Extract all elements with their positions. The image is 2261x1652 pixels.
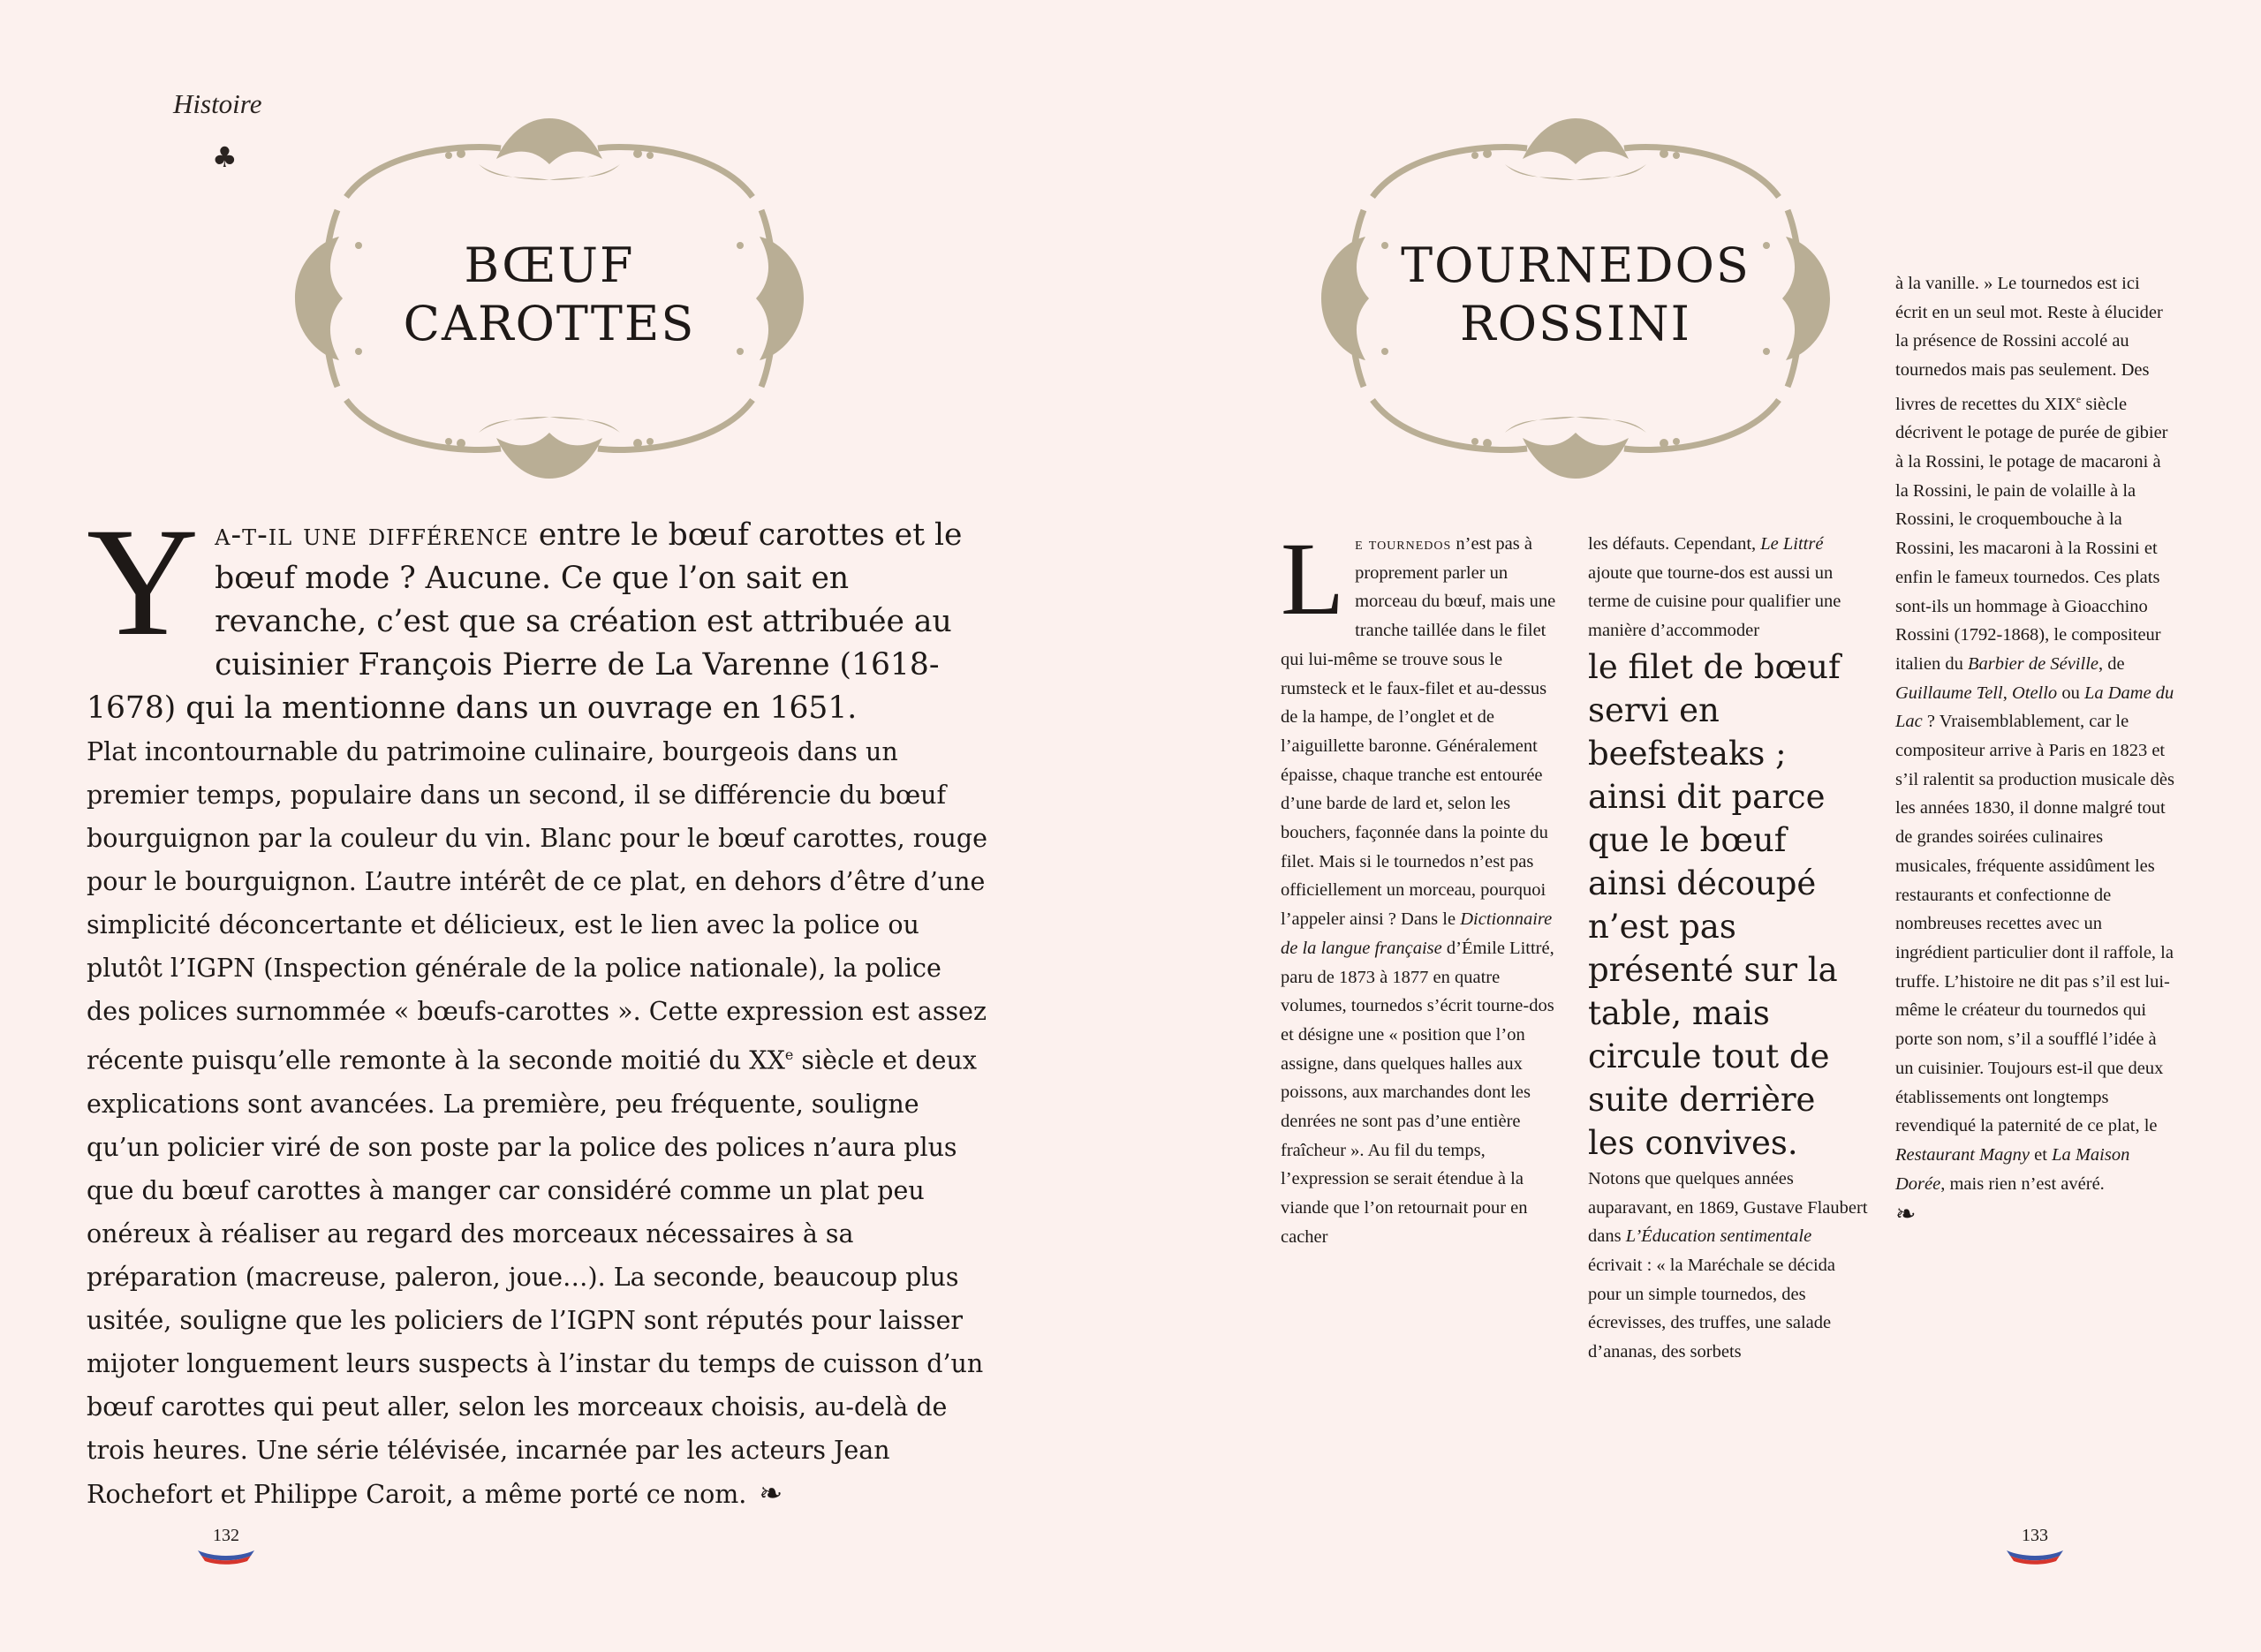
- body-text-b: siècle et deux explications sont avancées. La première, peu fréquente, souligne qu’un policier viré de son poste par la police des polices n’aura plus que du bœuf carottes à manger car considéré comme un plat peu onéreux à réaliser au regard des morceaux nécessaires à sa préparation (macreuse, paleron, joue…). La seconde, beaucoup plus usitée, souligne que les policiers de l’IGPN sont réputés pour laisser mijoter longuement leurs suspects à l’instar du temps de cuisson d’un bœuf carottes qui peut aller, selon les morceaux choisis, au-delà de trois heures. Une série télévisée, incarnée par les acteurs Jean Rochefort et Philippe Caroit, a même porté ce nom.: [87, 1045, 984, 1509]
- century-numeral: XX: [749, 1045, 785, 1075]
- col3-text-g: et: [2030, 1144, 2053, 1165]
- col1-text-b: d’Émile Littré, paru de 1873 à 1877 en quatre volumes, tournedos s’écrit tourne-dos et désigne une « position que l’on assigne, dans quelques halles aux poissons, aux marchandes dont les denrées ne sont pas d’une entière fraîcheur ». Au fil du temps, l’expression se serait étendue à la viande que l’on retournait pour en cacher: [1281, 938, 1554, 1247]
- col3-text-b: siècle décrivent le potage de purée de gibier à la Rossini, le potage de macaroni à la Rossini, le pain de volaille à la Rossini, le croquembouche à la Rossini, les macaroni à la Rossini et enfin le fameux tournedos. Ces plats sont-ils un hommage à Gioacchino Rossini (1792-1868), le compositeur italien du: [1895, 394, 2168, 674]
- tricolor-ribbon-icon: [196, 1547, 256, 1566]
- dropcap-l: L: [1281, 521, 1345, 637]
- body-text-a: Plat incontournable du patrimoine culinaire, bourgeois dans un premier temps, populaire dans un second, il se différencie du bœuf bourguignon par la couleur du vin. Blanc pour le bœuf carottes, rouge pour le bourguignon. L’autre intérêt de ce plat, en dehors d’être d’une simplicité déconcertante et délicieux, est le lien avec la police ou plutôt l’IGPN (Inspection générale de la police nationale), la police des polices surnommée « bœufs-carottes ». Cette expression est assez récente puisqu’elle remonte à la seconde moitié du: [87, 737, 987, 1075]
- col3-text-c: , de: [2098, 653, 2125, 674]
- col3-text-f: ? Vraisemblablement, car le compositeur arrive à Paris en 1823 et s’il ralentit sa production musicale dès les années 1830, il donne malgré tout de grandes soirées culinaires musicales, fréquente assidûment les restaurants et confectionne de nombreuses recettes avec un ingrédient particulier dont il raffole, la truffe. L’histoire ne dit pas s’il est lui-même le créateur du tournedos qui porte son nom, s’il a soufflé l’idée à un cuisinier. Toujours est-il que deux établissements ont longtemps revendiqué la paternité de ce plat, le: [1895, 712, 2174, 1136]
- end-fleuron-icon: ❧: [759, 1475, 783, 1510]
- title-line-1: TOURNEDOS: [1401, 238, 1751, 293]
- lead-paragraph: [87, 496, 987, 730]
- right-column-1: [1281, 521, 1562, 1252]
- col1-small-caps: e tournedos: [1355, 534, 1452, 554]
- lead-text: entre le bœuf carottes et le bœuf mode ? Aucune. Ce que l’on sait en revanche, c’est que sa création est attribuée au cuisinier François Pierre de La Varenne (1618-1678) qui la mentionne dans un ouvrage en 1651.: [87, 517, 963, 726]
- col2-text-a: les défauts. Cependant,: [1588, 534, 1761, 554]
- col3-text-d: ,: [2002, 683, 2012, 703]
- section-label: Histoire: [173, 88, 262, 119]
- col3-italic-4: La Dame du Lac: [1895, 683, 2174, 732]
- col2-paragraph-a: [1588, 530, 1869, 645]
- left-article: [87, 496, 987, 1516]
- club-icon: ♣: [212, 140, 238, 174]
- col3-italic-2: Guillaume Tell: [1895, 683, 2003, 703]
- lead-small-caps: a-t-il une différence: [215, 517, 529, 553]
- tricolor-ribbon-icon: [2005, 1547, 2065, 1566]
- right-column-3: [1895, 269, 2176, 1229]
- col2-italic-2: L’Éducation sentimentale: [1625, 1226, 1812, 1247]
- title-line-1: BŒUF: [464, 238, 635, 293]
- right-column-2: [1588, 530, 1869, 1367]
- title-line-2: CAROTTES: [403, 296, 696, 351]
- col1-italic: Dictionnaire de la langue française: [1281, 909, 1553, 958]
- col3-century-sup: e: [2076, 392, 2082, 405]
- title-cartouche-left: [284, 113, 814, 484]
- recipe-title-right: [1311, 237, 1841, 353]
- title-cartouche-right: [1311, 113, 1841, 484]
- col3-italic-5: Restaurant Magny: [1895, 1144, 2030, 1165]
- col2-paragraph-b: [1588, 1165, 1869, 1367]
- col1-paragraph: [1281, 521, 1562, 1252]
- col3-italic-1: Barbier de Séville: [1967, 653, 2098, 674]
- col2-text-b: ajoute que tourne-dos est aussi un terme de cuisine pour qualifier une manière d’accommoder: [1588, 562, 1841, 641]
- end-fleuron-icon: ❧: [1895, 1199, 1917, 1229]
- page-number-left: 132: [213, 1526, 239, 1545]
- century-sup: e: [784, 1046, 794, 1063]
- col2-text-d: écrivait : « la Maréchale se décida pour un simple tournedos, des écrevisses, des truffes, une salade d’ananas, des sorbets: [1588, 1255, 1836, 1362]
- dropcap-y: Y: [87, 496, 200, 668]
- col3-italic-6: La Maison Dorée: [1895, 1144, 2130, 1194]
- col2-italic-1: Le Littré: [1760, 534, 1824, 554]
- col3-text-h: , mais rien n’est avéré.: [1940, 1173, 2105, 1194]
- title-line-2: ROSSINI: [1460, 296, 1691, 351]
- recipe-title-left: [284, 237, 814, 353]
- col3-italic-3: Otello: [2011, 683, 2058, 703]
- body-paragraph: [87, 730, 987, 1516]
- col3-paragraph: [1895, 269, 2176, 1198]
- pull-quote: le filet de bœuf servi en beefsteaks ; ainsi dit parce que le bœuf ainsi découpé n’est pas présenté sur la table, mais circule tout de suite derrière les convives.: [1588, 647, 1841, 1162]
- page-number-right: 133: [2022, 1526, 2048, 1545]
- col3-text-e: ou: [2057, 683, 2084, 703]
- col1-text-a: n’est pas à proprement parler un morceau du bœuf, mais une tranche taillée dans le filet qui lui-même se trouve sous le rumsteck et le faux-filet et au-dessus de la hampe, de l’onglet et de l’aiguillette baronne. Généralement épaisse, chaque tranche est entourée d’une barde de lard et, selon les bouchers, façonnée dans la pointe du filet. Mais si le tournedos n’est pas officiellement un morceau, pourquoi l’appeler ainsi ? Dans le: [1281, 534, 1556, 930]
- col2-text-c: Notons que quelques années auparavant, en 1869, Gustave Flaubert dans: [1588, 1168, 1868, 1247]
- col3-century: XIX: [2044, 394, 2076, 414]
- col3-text-a: à la vanille. » Le tournedos est ici écrit en un seul mot. Reste à élucider la présence de Rossini accolé au tournedos mais pas seulement. Des livres de recettes du: [1895, 274, 2163, 414]
